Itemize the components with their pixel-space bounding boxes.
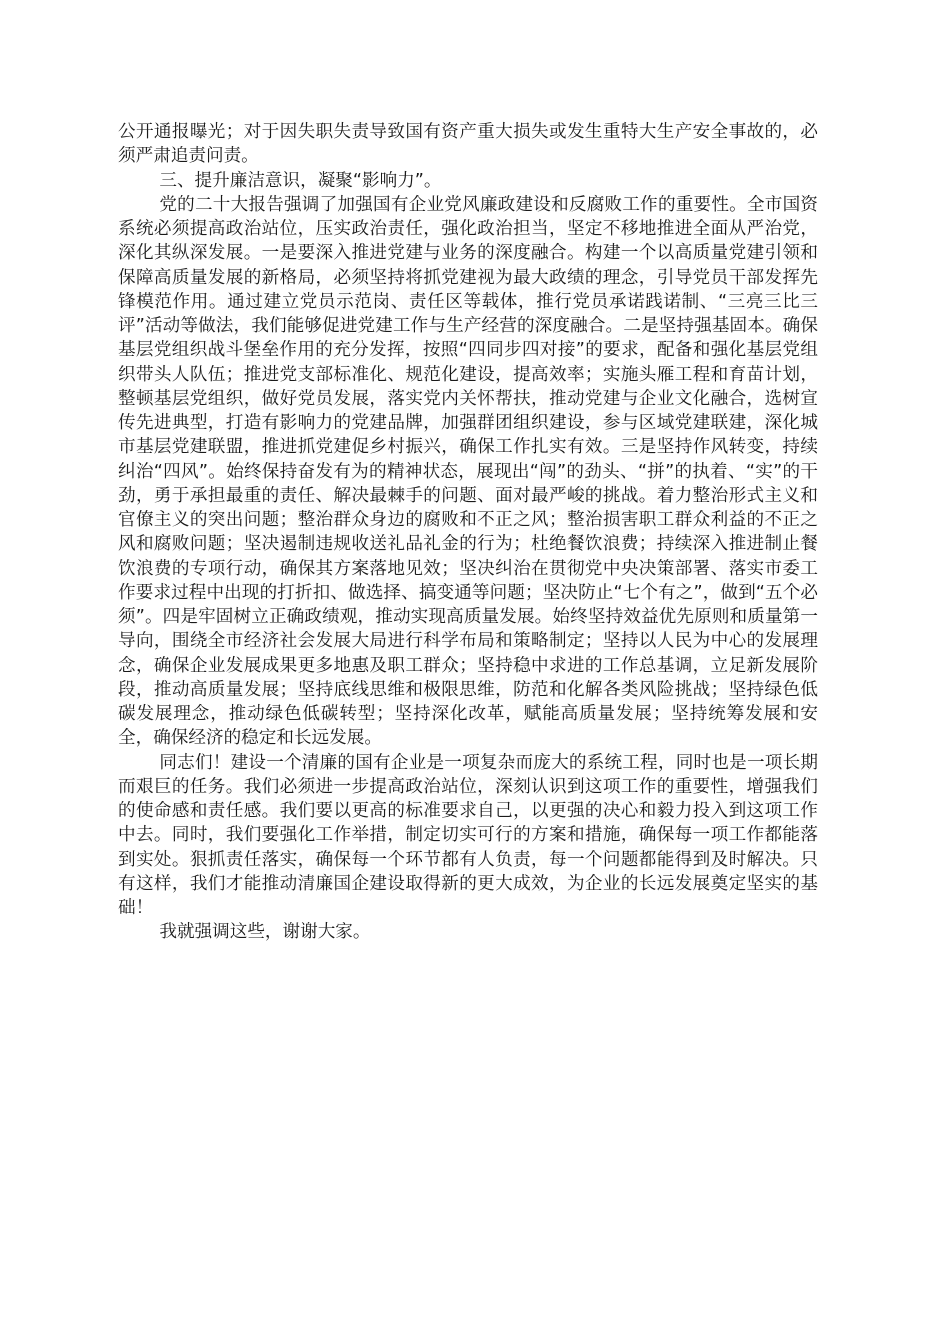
paragraph-body-1: 党的二十大报告强调了加强国有企业党风廉政建设和反腐败工作的重要性。全市国资系统必须提高政治站位，压实政治责任，强化政治担当，坚定不移地推进全面从严治党，深化其纵深发展。一是要深入推进党建与业务的深度融合。构建一个以高质量党建引领和保障高质量发展的新格局，必须坚持将抓党建视为最大政绩的理念，引导党员干部发挥先锋模范作用。通过建立党员示范岗、责任区等载体，推行党员承诺践诺制、“三亮三比三评”活动等做法，我们能够促进党建工作与生产经营的深度融合。二是坚持强基固本。确保基层党组织战斗堡垒作用的充分发挥，按照“四同步四对接”的要求，配备和强化基层党组织带头人队伍；推进党支部标准化、规范化建设，提高效率；实施头雁工程和育苗计划，整顿基层党组织，做好党员发展，落实党内关怀帮扶，推动党建与企业文化融合，选树宣传先进典型，打造有影响力的党建品牌，加强群团组织建设，参与区域党建联建，深化城市基层党建联盟，推进抓党建促乡村振兴，确保工作扎实有效。三是坚持作风转变，持续纠治“四风”。始终保持奋发有为的精神状态，展现出“闯”的劲头、“拼”的执着、“实”的干劲，勇于承担最重的责任、解决最棘手的问题、面对最严峻的挑战。着力整治形式主义和官僚主义的突出问题；整治群众身边的腐败和不正之风；整治损害职工群众利益的不正之风和腐败问题；坚决遏制违规收送礼品礼金的行为；杜绝餐饮浪费；持续深入推进制止餐饮浪费的专项行动，确保其方案落地见效；坚决纠治在贯彻党中央决策部署、落实市委工作要求过程中出现的打折扣、做选择、搞变通等问题；坚决防止“七个有之”，做到“五个必须”。四是牢固树立正确政绩观，推动实现高质量发展。始终坚持效益优先原则和质量第一导向，围绕全市经济社会发展大局进行科学布局和策略制定；坚持以人民为中心的发展理念，确保企业发展成果更多地惠及职工群众；坚持稳中求进的工作总基调，立足新发展阶段，推动高质量发展；坚持底线思维和极限思维，防范和化解各类风险挑战；坚持绿色低碳发展理念，推动绿色低碳转型；坚持深化改革，赋能高质量发展；坚持统筹发展和安全，确保经济的稳定和长远发展。 [118, 194, 818, 749]
paragraph-body-2: 同志们！建设一个清廉的国有企业是一项复杂而庞大的系统工程，同时也是一项长期而艰巨的任务。我们必须进一步提高政治站位，深刻认识到这项工作的重要性，增强我们的使命感和责任感。我们要以更高的标准要求自己，以更强的决心和毅力投入到这项工作中去。同时，我们要强化工作举措，制定切实可行的方案和措施，确保每一项工作都能落到实处。狠抓责任落实，确保每一个环节都有人负责，每一个问题都能得到及时解决。只有这样，我们才能推动清廉国企建设取得新的更大成效，为企业的长远发展奠定坚实的基础！ [118, 752, 818, 918]
document-page [118, 120, 818, 945]
paragraph-closing: 我就强调这些，谢谢大家。 [159, 922, 371, 943]
paragraph-continuation: 公开通报曝光；对于因失职失责导致国有资产重大损失或发生重特大生产安全事故的，必须严肃追责问责。 [118, 122, 818, 167]
section-heading-3: 三、提升廉洁意识，凝聚“影响力”。 [159, 170, 442, 191]
